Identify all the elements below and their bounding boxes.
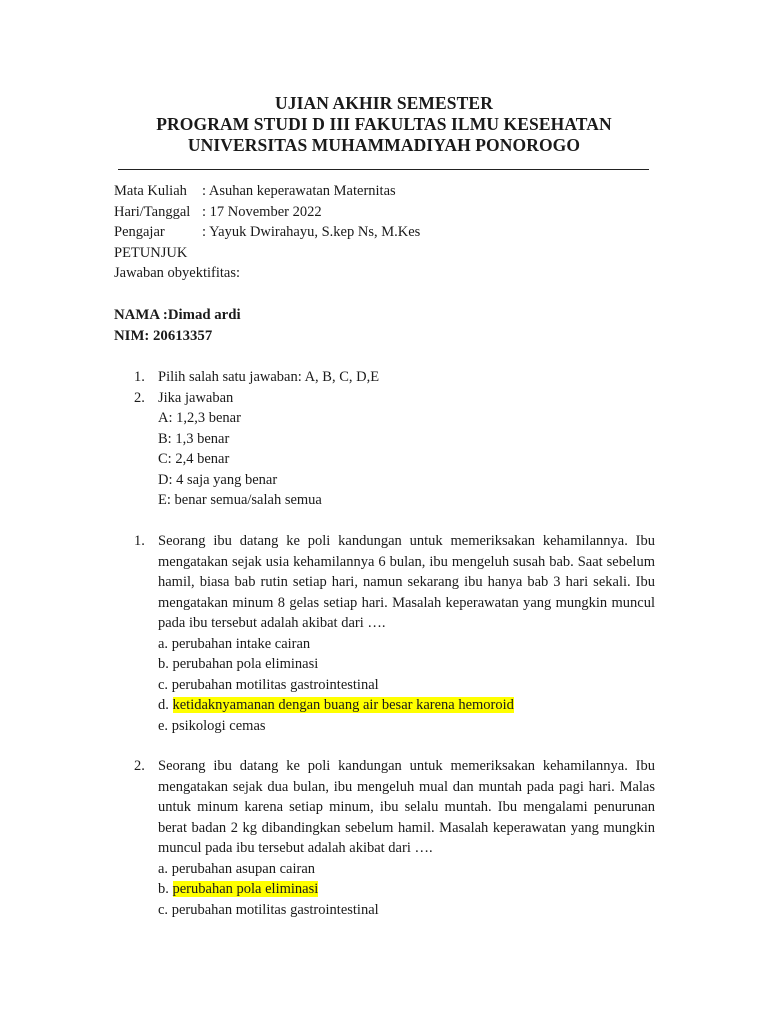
lecturer-label: Pengajar (114, 224, 165, 240)
instruction-item (134, 388, 379, 409)
exam-title: UJIAN AKHIR SEMESTER (275, 93, 493, 113)
choice-c (158, 900, 655, 921)
choice-letter: c. (158, 676, 172, 693)
choice-text: perubahan motilitas gastrointestinal (171, 676, 379, 693)
instruction-number: 1. (134, 369, 145, 385)
instructions-list (134, 367, 379, 511)
jawaban-heading: Jawaban obyektifitas: (114, 265, 241, 281)
choice-letter: a. (158, 860, 172, 877)
course-info (114, 181, 420, 284)
instruction-text: Pilih salah satu jawaban: A, B, C, D,E (158, 369, 380, 385)
question-number: 2. (134, 758, 145, 774)
choice-text-highlighted: perubahan pola eliminasi (172, 881, 319, 897)
choice-letter: b. (158, 656, 173, 672)
choice-text: perubahan asupan cairan (171, 860, 316, 877)
question-stem: Seorang ibu datang ke poli kandungan untuk memeriksakan kehamilannya. Ibu mengatakan sejak usia kehamilannya 6 bulan, ibu mengeluh susah bab. Saat sebelum hamil, biasa bab rutin setiap hari, namun sekarang ibu hanya bab 3 hari sekali. Ibu mengatakan minum 8 gelas setiap hari. Masalah keperawatan yang mungkin muncul pada ibu tersebut adalah akibat dari …. (158, 533, 655, 631)
answer-key-option: A: 1,2,3 benar (158, 410, 241, 426)
choice-letter: c. (158, 901, 172, 918)
question-stem: Seorang ibu datang ke poli kandungan untuk memeriksakan kehamilannya. Ibu mengatakan sejak dua bulan, ibu mengeluh mual dan muntah pada pagi hari. Malas untuk minum karena setiap minum, ibu selalu muntah. Ibu mengalami penurunan berat badan 2 kg dibandingkan sebelum hamil. Masalah keperawatan yang mungkin muncul pada ibu tersebut adalah akibat dari …. (158, 758, 655, 856)
lecturer-value: : Yayuk Dwirahayu, S.kep Ns, M.Kes (202, 224, 421, 240)
choice-d (158, 695, 655, 716)
choice-letter: b. (158, 881, 173, 897)
choice-a (158, 634, 655, 655)
choice-b (158, 879, 655, 900)
date-value: : 17 November 2022 (202, 203, 322, 220)
answer-key-option: D: 4 saja yang benar (158, 471, 278, 488)
choice-letter: e. (158, 717, 172, 734)
choice-text-highlighted: ketidaknyamanan dengan buang air besar karena hemoroid (172, 697, 514, 713)
choice-text: perubahan intake cairan (171, 635, 311, 652)
answer-key-option: E: benar semua/salah semua (158, 492, 322, 508)
exam-header (0, 93, 768, 156)
question-number: 1. (134, 533, 145, 549)
choice-text: perubahan pola eliminasi (172, 656, 319, 672)
date-label: Hari/Tanggal (114, 203, 191, 220)
choice-text: psikologi cemas (171, 717, 266, 734)
answer-key-option: B: 1,3 benar (158, 430, 230, 447)
instruction-item (134, 367, 379, 388)
choice-letter: d. (158, 697, 173, 713)
petunjuk-heading: PETUNJUK (114, 244, 188, 261)
choice-text: perubahan motilitas gastrointestinal (171, 901, 379, 918)
course-label: Mata Kuliah (114, 183, 187, 199)
instruction-text: Jika jawaban (158, 389, 234, 406)
student-nim: NIM: 20613357 (114, 327, 213, 344)
student-identity (114, 305, 241, 346)
date-row (114, 202, 420, 223)
choice-a (158, 859, 655, 880)
choice-c (158, 675, 655, 696)
course-row (114, 181, 420, 202)
question-1 (134, 531, 655, 736)
choice-e (158, 716, 655, 737)
lecturer-row (114, 222, 420, 243)
program-name: PROGRAM STUDI D III FAKULTAS ILMU KESEHATAN (156, 114, 612, 134)
course-value: : Asuhan keperawatan Maternitas (202, 183, 396, 199)
question-2 (134, 756, 655, 920)
university-name: UNIVERSITAS MUHAMMADIYAH PONOROGO (187, 135, 581, 155)
header-divider (118, 169, 649, 170)
choice-letter: a. (158, 635, 172, 652)
choice-b (158, 654, 655, 675)
student-name: NAMA :Dimad ardi (114, 307, 241, 323)
instruction-number: 2. (134, 389, 145, 406)
answer-key-option: C: 2,4 benar (158, 451, 230, 467)
